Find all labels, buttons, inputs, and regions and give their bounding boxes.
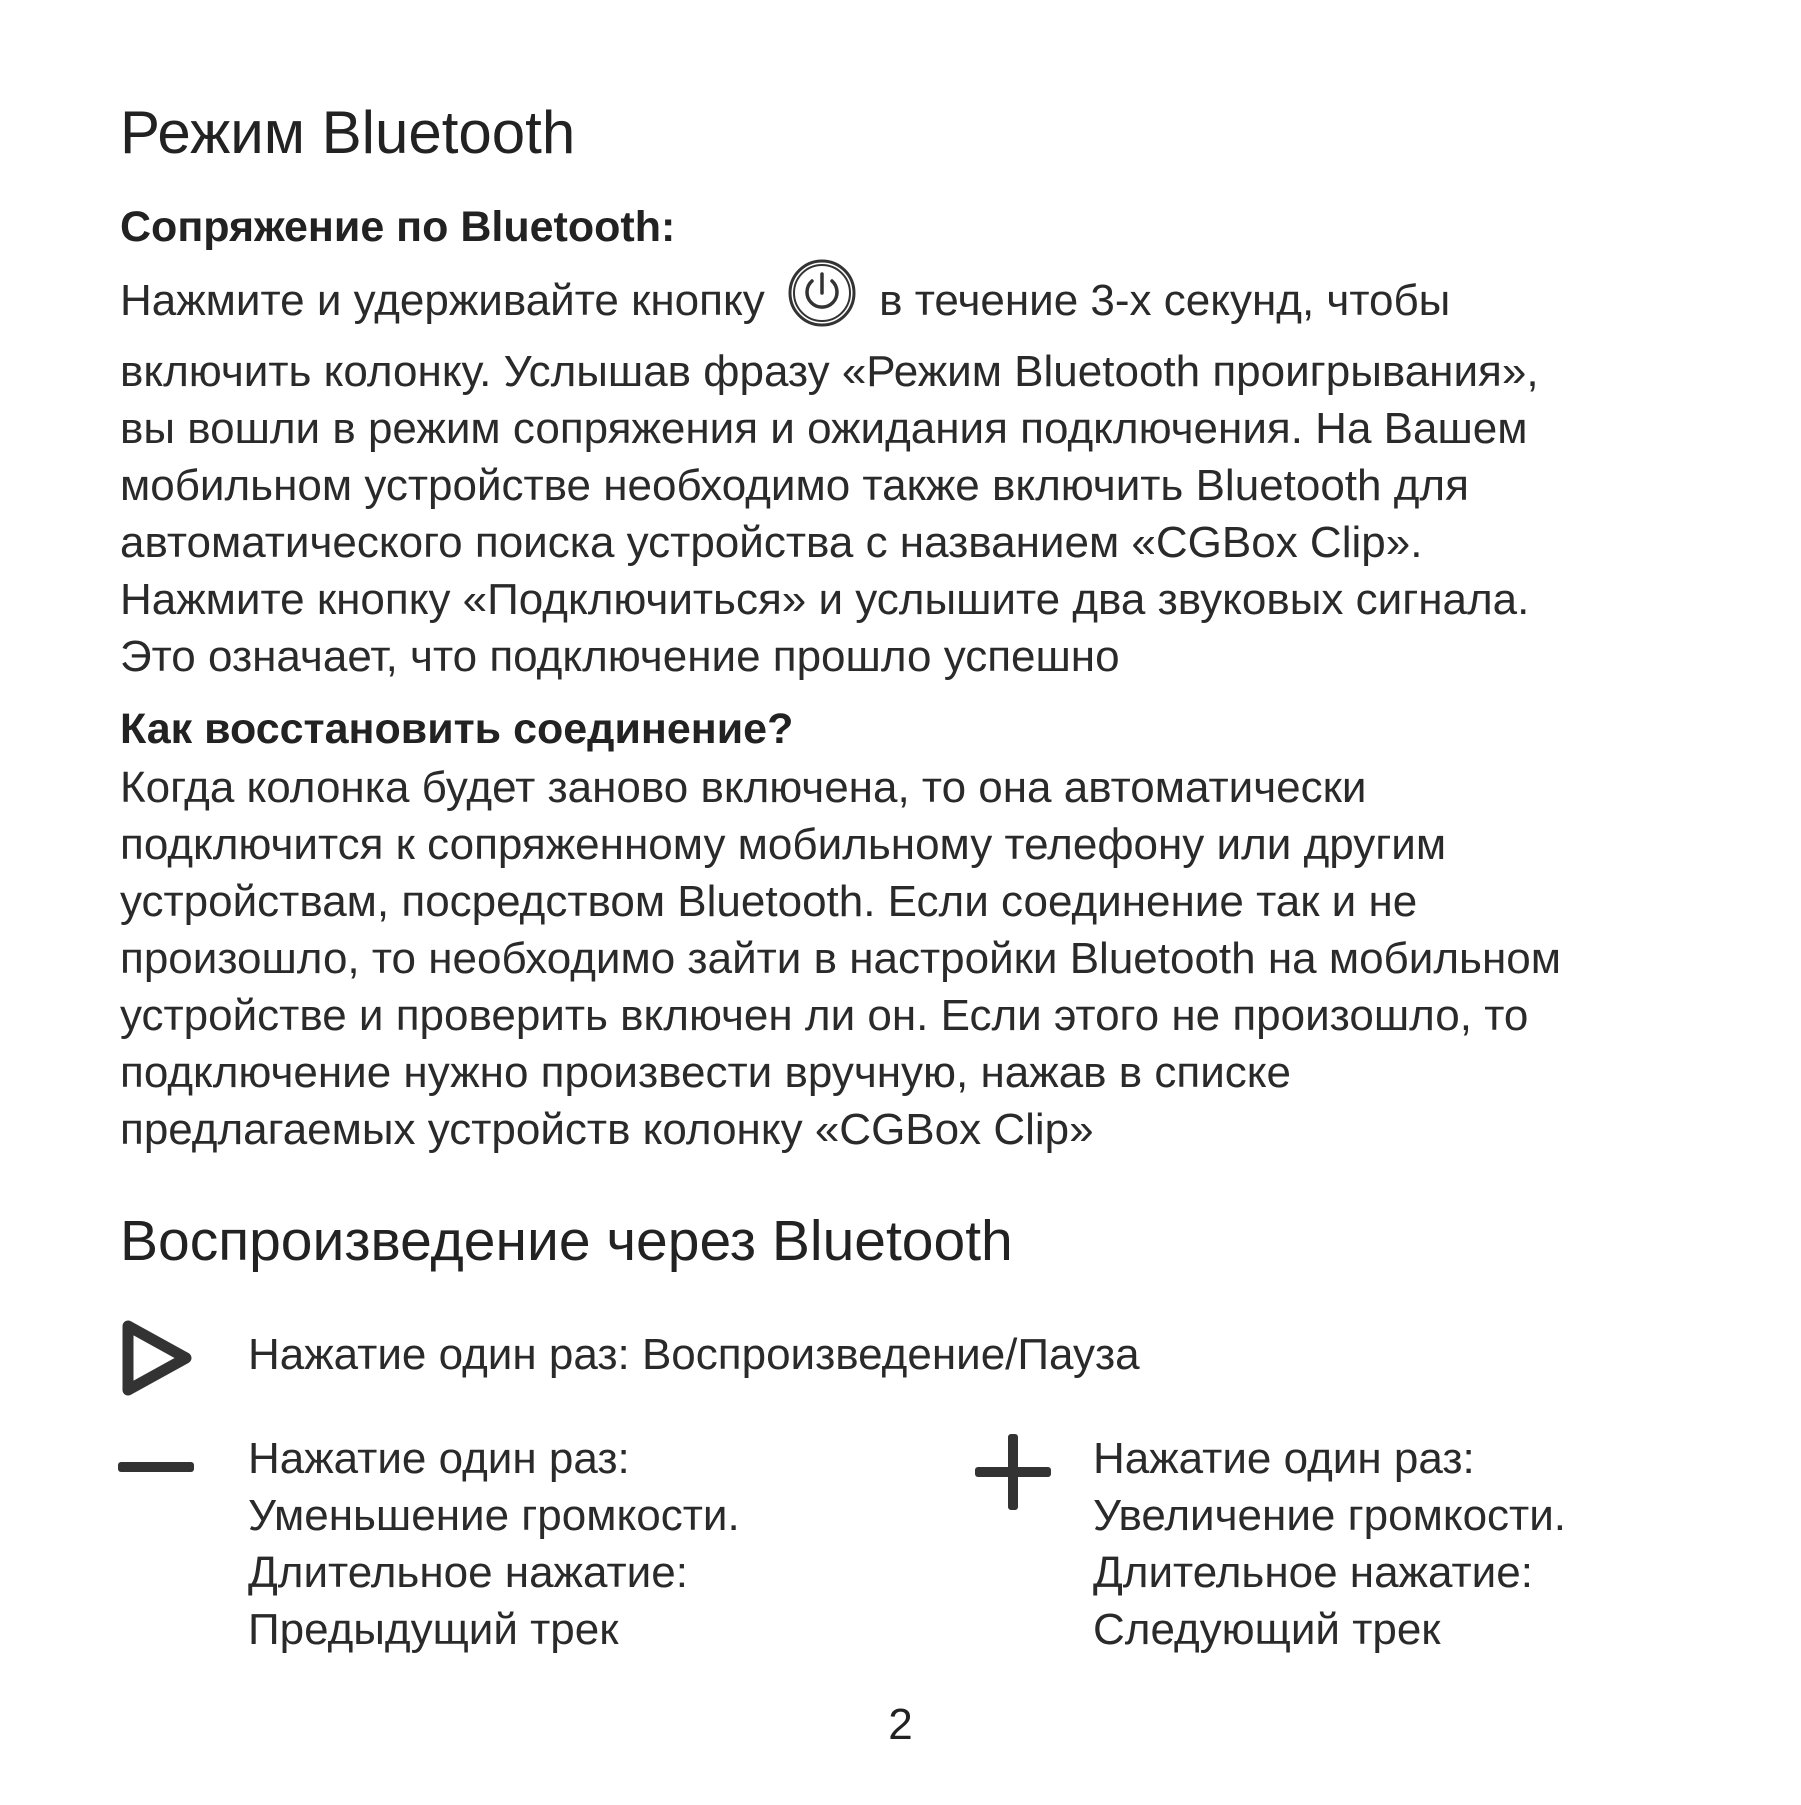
play-icon (118, 1318, 194, 1403)
pairing-line: вы вошли в режим сопряжения и ожидания подключения. На Вашем (120, 404, 1528, 453)
playback-heading: Воспроизведение через Bluetooth (120, 1209, 1013, 1273)
pairing-line: Нажмите кнопку «Подключиться» и услышите два звуковых сигнала. (120, 575, 1530, 624)
page-title: Режим Bluetooth (120, 99, 576, 166)
page-number: 2 (888, 1700, 913, 1749)
power-icon (777, 257, 867, 343)
pairing-line: Это означает, что подключение прошло успешно (120, 632, 1120, 681)
reconnect-line: устройствам, посредством Bluetooth. Если соединение так и не (120, 877, 1418, 926)
pairing-line: автоматического поиска устройства с названием «CGBox Clip». (120, 518, 1423, 567)
reconnect-line: подключение нужно произвести вручную, нажав в списке (120, 1048, 1291, 1097)
pairing-heading: Сопряжение по Bluetooth: (120, 203, 676, 251)
play-pause-description: Нажатие один раз: Воспроизведение/Пауза (248, 1330, 1140, 1379)
minus-description: Нажатие один раз: Уменьшение громкости. Длительное нажатие: Предыдущий трек (248, 1434, 740, 1654)
reconnect-line: Когда колонка будет заново включена, то она автоматически (120, 763, 1367, 812)
pairing-paragraph (120, 257, 1720, 685)
pairing-line: включить колонку. Услышав фразу «Режим Bluetooth проигрывания», (120, 347, 1539, 396)
reconnect-line: устройстве и проверить включен ли он. Если этого не произошло, то (120, 991, 1529, 1040)
reconnect-line: произошло, то необходимо зайти в настройки Bluetooth на мобильном (120, 934, 1561, 983)
pairing-line-first: Нажмите и удерживайте кнопку в течение 3-х секунд, чтобы (120, 257, 1720, 343)
plus-icon (975, 1434, 1051, 1515)
reconnect-paragraph (120, 759, 1720, 1158)
reconnect-line: предлагаемых устройств колонку «CGBox Clip» (120, 1105, 1094, 1154)
reconnect-line: подключится к сопряженному мобильному телефону или другим (120, 820, 1447, 869)
pairing-line: мобильном устройстве необходимо также включить Bluetooth для (120, 461, 1469, 510)
minus-icon (118, 1460, 194, 1481)
reconnect-heading: Как восстановить соединение? (120, 705, 794, 753)
plus-description: Нажатие один раз: Увеличение громкости. Длительное нажатие: Следующий трек (1093, 1434, 1566, 1654)
